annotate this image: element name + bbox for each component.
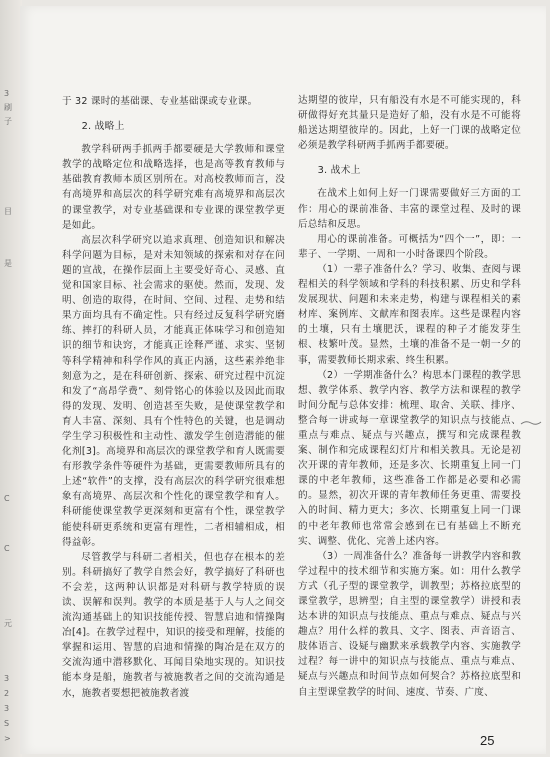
paragraph: 用心的课前准备。可概括为“四个一”，即：一辈子、一学期、一周和一小时备课四个阶段。 [298,233,521,260]
section-heading-tactics: 3. 战术上 [317,165,361,177]
paragraph: 在战术上如何上好一门课需要做好三方面的工作：用心的课前准备、丰富的课堂过程、及时的课后总结和反思。 [298,188,521,230]
gutter-mark: 元 [4,619,12,628]
gutter-mark: 3 [4,89,10,98]
gutter-mark: S [4,719,10,728]
gutter-mark: > [4,734,11,743]
gutter-mark: C [4,544,10,553]
paragraph: （1）一辈子准备什么？学习、收集、查阅与课程相关的科学领域和学科的科技积累、历史和学科发展现状、问题和未来走势，构建与课程相关的素材库、案例库、文献库和图表库。这些是课程内容的土壤，只有土壤肥沃，课程的种子才能发芽生根、枝繁叶茂。显然，土壤的准备不是一朝一夕的事，需要教师长期求索、终生积累。 [298,263,521,366]
paragraph: 尽管教学与科研二者相关，但也存在根本的差别。科研搞好了教学自然会好，教学搞好了科研也不会差，这两种认识都是对科研与教学特质的误读、误解和误判。教学的本质是基于人与人之间交流沟通基础上的知识技能传授、智慧启迪和情操陶冶[4]。在教学过程中，知识的接受和理解，技能的掌握和运用、智慧的启迪和情操的陶冶是在双方的交流沟通中潜移默化、耳闻目染地实现的。知识技能本身是船，施教者与被施教者之间的交流沟通是水，施教者要想把被施教者渡 [62,551,285,699]
gutter-mark: 3 [4,704,10,713]
gutter-mark: 3 [4,674,10,683]
gutter-mark: 2 [4,689,10,698]
paragraph: （2）一学期准备什么？构思本门课程的教学思想、教学体系、教学内容、教学方法和课程的教学时间分配与总体安排：梳理、取舍、关联、排序、整合每一讲或每一章课堂教学的知识点与技能点、重点与难点、疑点与兴趣点，撰写和完成课程教案、制作和完成课程幻灯片和相关教具。无论是初次开课的青年教师，还是多次、长期重复上同一门课的中老年教师，这些准备工作都是必要和必需的。显然，初次开课的青年教师任务更重、需要投入的时间、精力更大；多次、长期重复上同一门课的中老年教师也常常会感到在已有基础上不断充实、调整、优化、完善上述内容。 [298,369,521,547]
page-number: 25 [480,733,495,748]
gutter-mark: 刷 [4,103,12,112]
pen-annotation-mark [520,418,542,428]
paragraph: （3）一周准备什么？准备每一讲教学内容和教学过程中的技术细节和实施方案。如：用什么教学方式（孔子型的课堂教学，训教型；苏格拉底型的课堂教学，思辨型；自主型的课堂教学）讲授和表达本讲的知识点与技能点、重点与难点、疑点与兴趣点？用什么样的教具、文字、图表、声音语言、肢体语言、设疑与幽默来承载教学内容、实施教学过程？每一讲中的知识点与技能点、重点与难点、疑点与兴趣点和时间节点如何契合？苏格拉底型和自主型课堂教学的时间、速度、节奏、广度、 [298,550,521,698]
section-heading-strategy: 2. 战略上 [81,121,125,133]
paragraph: 教学科研两手抓两手都要硬是大学教师和课堂教学的战略定位和战略选择，也是高等教育教师与基础教育教师本质区别所在。对高校教师而言，没有高境界和高层次的科学研究难有高境界和高层次的课堂教学，对专业基础课和专业课的课堂教学更是如此。 [62,144,285,231]
gutter-mark: 目 [4,207,12,216]
gutter-mark: 是 [4,259,12,268]
binding-gutter [0,0,22,757]
gutter-mark: C [4,494,10,503]
right-column [298,93,521,700]
paragraph: 于 32 课时的基础课、专业基础课或专业课。 [62,96,258,107]
paragraph: 高层次科学研究以追求真理、创造知识和解决科学问题为目标，是对未知领域的探索和对存在问题的宣战，在操作层面上主要受好奇心、灵感、直觉和国家目标、社会需求的驱使。然而，发现、发明、创造的取得，在时间、空间、过程、走势和结果方面均具有不确定性。只有经过反复科学研究磨练、摔打的科研人员，才能真正体味学习和创造知识的细节和诀窍，才能真正诠释严谨、求实、坚韧等科学精神和科学作风的真正内涵，这些素养绝非刻意为之，是在科研创新、探索、研究过程中沉淀和发了“高昂学费”、刻骨铭心的体验以及因此而取得的发现、发明、创造甚至失败，是使课堂教学和育人丰富、深刻、具有个性特色的关键，也是调动学生学习积极性和主动性、激发学生创造潜能的催化剂[3]。高境界和高层次的课堂教学和育人既需要有形教学条件等硬件为基础，更需要教师所具有的上述“软件”的支撑，没有高层次的科学研究很难想象有高境界、高层次和个性化的课堂教学和育人。科研能使课堂教学更深刻和更富有个性，课堂教学能使科研更系统和更富有理性，二者相辅相成，相得益彰。 [62,234,285,548]
left-column [62,94,285,701]
paragraph: 达期望的彼岸，只有船没有水是不可能实现的，科研做得好充其量只是造好了船，没有水是不可能将船送达期望彼岸的。因此，上好一门课的战略定位必须是教学科研两手抓两手都要硬。 [298,95,521,152]
gutter-mark: 子 [4,117,12,126]
